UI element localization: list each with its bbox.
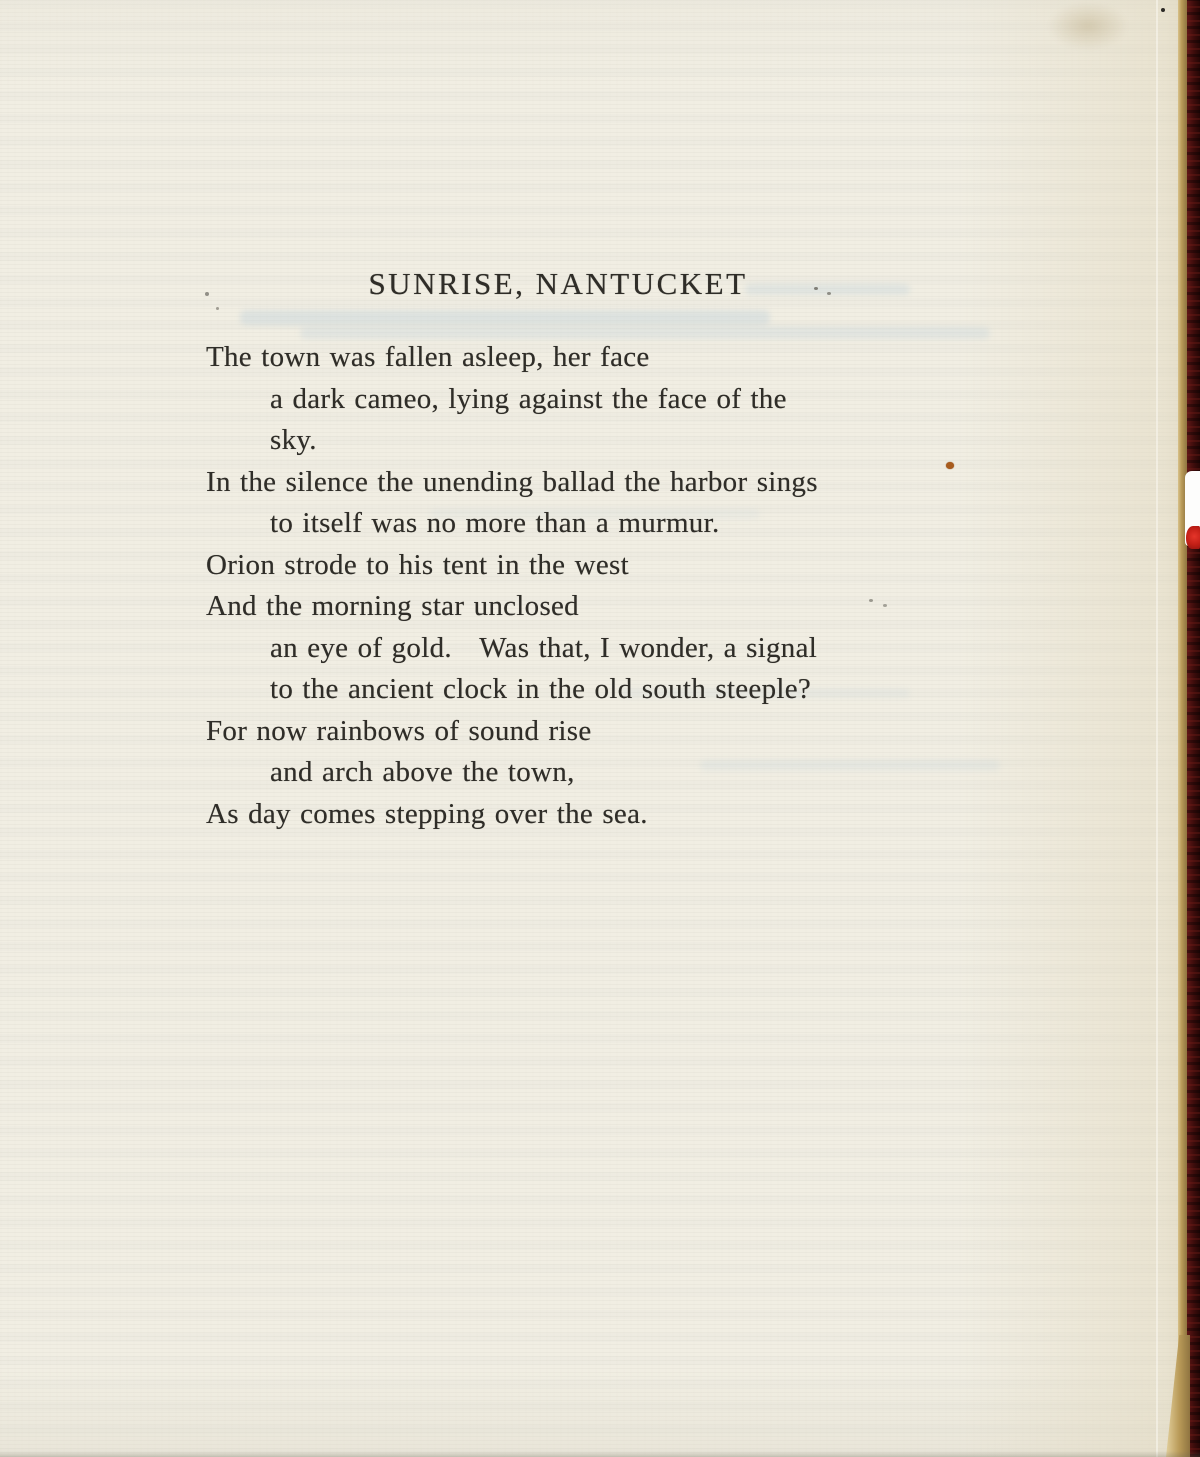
paper-speck (1161, 8, 1165, 12)
poem-line: For now rainbows of sound rise (206, 714, 592, 747)
paper-speck (869, 599, 873, 602)
poem-line: sky. (270, 424, 317, 456)
poem-line: And the morning star unclosed (206, 590, 579, 622)
poem (206, 337, 986, 835)
poem-line: The town was fallen asleep, her face (206, 341, 650, 373)
poem-line: and arch above the town, (270, 756, 575, 788)
poem-line: to itself was no more than a murmur. (270, 507, 720, 539)
poem-line: As day comes stepping over the sea. (206, 797, 648, 830)
book-cover-edge (1187, 0, 1200, 1457)
poem-line: Orion strode to his tent in the west (206, 548, 629, 581)
paper-speck (205, 292, 209, 296)
poem-line: In the silence the unending ballad the harbor sings (206, 465, 818, 498)
poem-line: an eye of gold. Was that, I wonder, a signal (270, 631, 818, 664)
show-through-streak (240, 310, 770, 325)
paper-speck (216, 307, 219, 310)
poem-line: to the ancient clock in the old south steeple? (270, 673, 812, 705)
poem-line: a dark cameo, lying against the face of the (270, 382, 787, 415)
paper-speck (827, 292, 831, 295)
paper-speck (814, 287, 818, 290)
paper-speck (946, 462, 954, 469)
paper-stain (1048, 2, 1128, 50)
paper-speck (883, 604, 887, 607)
cover-bright-red-spot (1186, 526, 1200, 549)
poem-title: SUNRISE, NANTUCKET (368, 266, 748, 301)
page-edge (1178, 0, 1187, 1457)
scan-bottom-shadow (0, 1451, 1200, 1457)
paper-crease (1156, 0, 1158, 1457)
page-edge-curve (1166, 1335, 1190, 1457)
